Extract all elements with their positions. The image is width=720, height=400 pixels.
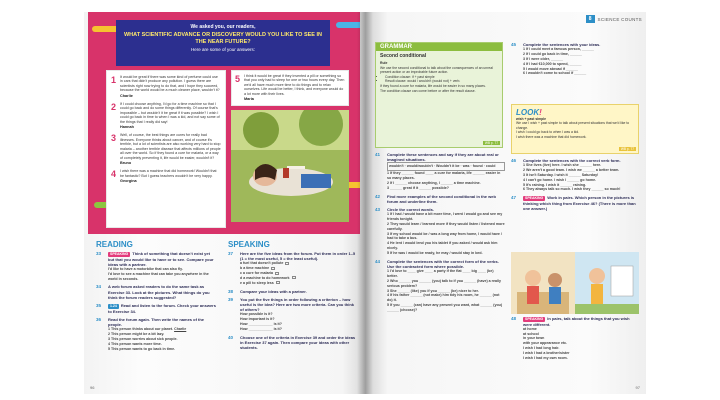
- exercise-number: 36: [96, 316, 102, 322]
- exercise-number: 37: [228, 251, 234, 256]
- exercise-text: Work in pairs. Which person in the pictures is thinking which thing from Exercise 46? (There is more than one answer.): [523, 195, 636, 211]
- right-page: [365, 12, 646, 394]
- question-text: WHAT SCIENTIFIC ADVANCE OR DISCOVERY WOULD YOU LIKE TO SEE IN THE NEAR FUTURE?: [123, 32, 322, 45]
- speaking-title: SPEAKING: [228, 240, 270, 249]
- choice-sentence: 2 They would learn / learned more if they would listen / listened more carefully.: [387, 221, 505, 231]
- post-text: It would be great if there was some kind of perfume could use in cars that didn't produce any pollution. I guess there are scientists right now trying to do that, and I hope they succeed, because the world would be a much cleaner place, wouldn't it?: [120, 75, 220, 93]
- ranking-label: e a pill to sleep less: [240, 280, 274, 285]
- exercise-number: 34: [96, 284, 102, 290]
- exercise-48: [511, 316, 639, 361]
- exercise-number: 38: [228, 288, 234, 294]
- gap-sentence: 6 They always talk so much. I wish they ______ so much!: [523, 187, 621, 192]
- ex45-column: [511, 42, 639, 79]
- grammar-heading: GRAMMAR: [376, 43, 502, 51]
- exercise-44: [375, 259, 505, 313]
- grammar-box: [375, 42, 503, 148]
- speaking-tag: SPEAKING: [525, 196, 544, 201]
- exercise-number: 39: [228, 296, 234, 302]
- page-number: 97: [635, 385, 640, 390]
- ex48-column: [511, 316, 639, 364]
- speaking-tag: SPEAKING: [525, 317, 544, 321]
- look-exclaim: !: [539, 108, 542, 117]
- gap-sentence: 5 It's raining. I wish it ______ raining.: [523, 182, 587, 187]
- example-line: I'd like to have a motorbike that can also fly.: [108, 266, 183, 271]
- rule-example: If they found a cure for malaria, life would be easier in so many places.: [380, 83, 486, 88]
- gap-sentence: 5 If you ______ (can) have any present you want, what ______ (you) ______ (choose)?: [387, 303, 503, 312]
- exercise-text: A web forum asked readers to do the same task as Exercise 33. Look at the pictures. What things do you think the forum readers suggested?: [108, 284, 210, 300]
- post-author: Hannah: [120, 125, 134, 130]
- unit-number: 8: [586, 15, 595, 23]
- answer-label: 1 This person thinks about our planet.: [108, 327, 174, 332]
- exercise-43: [375, 207, 505, 256]
- look-explanation: We use I wish + past simple to talk about present situations that we'd like to change.: [516, 121, 630, 130]
- ranking-box[interactable]: [292, 276, 296, 279]
- post-text: I think it would be great if they invented a pill or something so that you only had to sleep for one or two hours every day. Then we'd all have much more time to do things and to relax ourselves. Life would be better, I think, and everyone would do a lot more with their lives.: [244, 74, 345, 96]
- forum-post: [235, 74, 345, 101]
- gap-sentence: 2 If I could go back in time, ______: [523, 52, 582, 57]
- prompt-item: I wish I had a brother/sister: [523, 350, 570, 355]
- exercise-text: Complete these sentences and say if they are about real or imagined situations.: [387, 152, 499, 163]
- look-example: I wish there was a machine that did homework.: [516, 134, 587, 139]
- post-number: 2: [111, 101, 117, 112]
- workbook-reference: WB p. 77: [484, 141, 498, 145]
- running-head: [586, 15, 642, 23]
- exercise-45: [511, 42, 639, 76]
- prompt-item: I wish I had my own room.: [523, 355, 568, 360]
- grammar-exercises: [375, 152, 505, 316]
- reading-title: READING: [96, 240, 133, 249]
- post-number: 4: [111, 169, 117, 180]
- ranking-box[interactable]: [285, 262, 289, 265]
- forum-post-panel: [231, 70, 349, 106]
- ex46-column: [511, 158, 639, 214]
- exercise-35: [96, 303, 216, 314]
- left-page: [84, 12, 365, 394]
- exercise-41: [375, 152, 505, 191]
- ranking-box[interactable]: [275, 272, 279, 275]
- post-author: Bruno: [120, 161, 132, 166]
- look-title: [516, 108, 634, 117]
- rule-label: Rule: [380, 61, 388, 65]
- rule-item: • Result clause: would / wouldn't (would not) + verb.: [385, 79, 498, 84]
- post-number: 3: [111, 133, 117, 144]
- ranking-label: c a cure for malaria: [240, 271, 273, 276]
- ranking-label: b a time machine: [240, 266, 270, 271]
- kids-illustration: [511, 252, 639, 314]
- post-author: Georgina: [120, 179, 137, 184]
- prompt-item: I wish I had long hair.: [523, 346, 560, 351]
- post-number: 5: [235, 74, 241, 84]
- exercise-text: Complete the sentences with the correct form of the verbs. Use the contracted form where possible.: [387, 258, 499, 269]
- forum-question: [116, 20, 330, 66]
- prompt-item: in your town: [523, 336, 545, 341]
- exercise-number: 42: [375, 193, 381, 199]
- prompt-item: at home: [523, 326, 537, 331]
- look-rule: wish + past simple: [516, 117, 547, 121]
- exercise-text: Find more examples of the second conditional in the web forum and underline them.: [387, 193, 496, 204]
- ranking-label: d a machine to do homework: [240, 275, 290, 280]
- criteria-item: How ____________ is it?: [240, 326, 282, 331]
- ranking-item: [240, 281, 356, 286]
- choice-sentence: 1 If I had / would have a bit more time, I went / would go and see my friends tonight.: [387, 212, 503, 221]
- exercise-number: 43: [375, 206, 381, 212]
- ranking-box[interactable]: [276, 281, 280, 284]
- look-body: [516, 117, 634, 139]
- exercise-number: 47: [511, 195, 517, 201]
- ranking-box[interactable]: [271, 267, 275, 270]
- page-number: 96: [90, 385, 95, 390]
- book-spine: [357, 12, 373, 394]
- gap-sentence: 2 If I ______ choose anything, I ______ a time machine.: [387, 180, 481, 185]
- answer-line: 2 This person might be a bit lazy.: [108, 331, 165, 336]
- choice-sentence: 3 If my school would be / was a long way from home, I would have / had to take a bus.: [387, 231, 502, 241]
- gap-sentence: 4 If I had €10,000 to spend, ______: [523, 61, 582, 66]
- rule-note: The condition clause can come before or after the result clause.: [380, 88, 476, 93]
- ranking-label: a fuel that doesn't pollute: [240, 261, 284, 266]
- answer-line: 5 This person wants to go back in time.: [108, 346, 176, 351]
- forum-post: [111, 75, 221, 98]
- exercise-text: Complete the sentences with your ideas.: [523, 42, 601, 47]
- gap-sentence: 3 ______ great if it ______ possible?: [387, 185, 449, 190]
- exercise-text: Compare your ideas with a partner.: [240, 288, 307, 294]
- post-number: 1: [111, 75, 117, 85]
- textbook-spread: [84, 8, 646, 396]
- exercise-number: 44: [375, 258, 381, 264]
- forum-posts-panel: [106, 70, 226, 228]
- look-box: [511, 104, 639, 154]
- sleeping-girl-photo: [231, 110, 349, 222]
- exercise-number: 45: [511, 42, 517, 47]
- exercise-37: [228, 251, 356, 286]
- gap-sentence: 4 If his father ______ (not make) him tidy his room, he ______ (not do) it.: [387, 293, 500, 303]
- speaking-section: [228, 240, 356, 353]
- gap-sentence: 3 She ______ (like) you if you ______ (be) nicer to her.: [387, 288, 479, 293]
- exercise-39: [228, 297, 356, 332]
- exercise-42: [375, 194, 505, 204]
- post-text: If I could choose anything, I'd go for a time machine so that I could go back and do some things differently. Of course that's impossible – but wouldn't it be great if it was possible? I wish I could go back in time to when I was a kid, and not say some of the things that I really did say!: [120, 101, 220, 124]
- exercise-number: 35: [96, 303, 102, 309]
- choice-sentence: 4 He lent / would lend you his tablet if you asked / would ask him nicely.: [387, 241, 498, 251]
- exercise-text: Think of something that doesn't exist yet but that you would like to have or to see. Compare your ideas with a partner.: [108, 251, 214, 267]
- forum-post: [111, 133, 221, 165]
- criteria-item: How possible is it?: [240, 312, 273, 317]
- exercise-text: Circle the correct words.: [387, 206, 434, 212]
- forum-post: [111, 169, 221, 183]
- grammar-body: [376, 61, 502, 93]
- gap-sentence: 4 I can't go home. I wish I ______ go home.: [523, 177, 597, 182]
- gap-sentence: 6 I wouldn't come to school if ______: [523, 71, 587, 76]
- workbook-reference: WB p. 77: [620, 147, 634, 151]
- exercise-34: [96, 284, 216, 300]
- criteria-item: How important is it?: [240, 317, 275, 322]
- exercise-text: You put the five things in order following a criterion – how useful is the idea? Here are two more criteria. Can you think of others?: [240, 296, 355, 313]
- criteria-item: How ____________ is it?: [240, 322, 282, 327]
- gap-sentence: 1 She lives (live) here. I wish she ______ here.: [523, 163, 602, 168]
- exercise-text: Complete the sentences with the correct verb form.: [523, 158, 621, 163]
- exercise-number: 40: [228, 334, 234, 340]
- gap-sentence: 2 We aren't a good team. I wish we ______ a better team.: [523, 168, 620, 173]
- gap-sentence: 1 If they ______ found ____ a cure for malaria, life ______ easier in so many places.: [387, 171, 501, 181]
- exercise-40: [228, 335, 356, 351]
- gap-sentence: 5 I would move abroad if ______: [523, 66, 578, 71]
- exercise-46: [511, 158, 639, 192]
- reading-section: [96, 240, 216, 354]
- exercise-text: In pairs, talk about the things that you wish were different.: [523, 316, 630, 327]
- unit-title: SCIENCE COUNTS: [597, 16, 642, 22]
- rule-text: We use the second conditional to talk about the consequences of an unreal present action or an improbable future action.: [380, 65, 493, 75]
- exercise-33: [96, 251, 216, 281]
- exercise-number: 33: [96, 251, 102, 256]
- exercise-number: 41: [375, 152, 381, 157]
- prompt-item: with your appearance etc.: [523, 341, 568, 346]
- exercise-number: 48: [511, 316, 517, 321]
- grammar-subheading: Second conditional: [380, 53, 427, 59]
- question-intro: We asked you, our readers,: [190, 24, 256, 30]
- exercise-text: Choose one of the criteria in Exercise 39 and order the ideas in Exercise 37 again. Then compare your ideas with other students.: [240, 334, 356, 351]
- gap-sentence: 1 I'd love to ____ give ____ a party if the flat ____ big ____ (be) better.: [387, 269, 494, 278]
- gap-sentence: 1 If I could meet a famous person, ______: [523, 47, 594, 52]
- question-tail: Here are some of your answers:: [190, 47, 256, 53]
- forum-post: [111, 102, 221, 129]
- look-example: I wish I could go back to when I was a kid.: [516, 130, 580, 135]
- exercise-number: 46: [511, 158, 517, 163]
- audio-track-tag[interactable]: 1.24: [110, 304, 117, 309]
- exercise-text: Read and listen to the forum. Check your answers to Exercise 34.: [108, 303, 216, 314]
- post-author: Charlie: [120, 93, 133, 98]
- gap-sentence: 3 It isn't Saturday. I wish it ______ Saturday!: [523, 172, 599, 177]
- post-author: Maria: [244, 97, 254, 102]
- exercise-38: [228, 289, 356, 294]
- post-text: I wish there was a machine that did homework! Wouldn't that be fantastic? But I guess teachers wouldn't be very happy.: [120, 169, 217, 178]
- choice-sentence: 5 If he was / would be ready, he may / would stay in bed.: [387, 250, 483, 255]
- answer-line: 4 This person wants more time.: [108, 341, 162, 346]
- forum-banner: [88, 12, 360, 234]
- gap-sentence: 3 If I were older, ______: [523, 56, 563, 61]
- word-box: wouldn't · would/wouldn't · Wouldn't it be · was · found · could: [387, 162, 505, 171]
- prompt-item: at school: [523, 331, 539, 336]
- answer-line: 3 This person worries about sick people.: [108, 336, 178, 341]
- example-line: I'd love to see a machine that can take you anywhere in the world in seconds.: [108, 271, 209, 281]
- exercise-36: [96, 317, 216, 352]
- speaking-tag: SPEAKING: [110, 252, 129, 256]
- look-word: LOOK: [516, 108, 540, 117]
- post-text: Well, of course, the best things are cures for really bad illnesses. Everyone thinks about cancer, and of course it's terrible, but a lot of scientists are also working very hard to stop malaria – another terrible disease that affects millions of people all over the world. So if they found a cure for malaria, or a way of completely preventing it, life would be easier, wouldn't it?: [120, 133, 221, 160]
- answer-value: Charlie: [174, 327, 187, 332]
- gap-sentence: 2 Who ______ you ______ (you) talk to if you ______ (have) a really serious problem?: [387, 278, 502, 288]
- exercise-text: Read the forum again. Then write the names of the people.: [108, 316, 205, 327]
- rule-item: • Condition clause: if + past simple: [385, 75, 498, 80]
- exercise-text: Here are the five ideas from the forum. Put them in order 1–5 (1 = the most useful, 5 = the least useful).: [240, 251, 356, 262]
- exercise-47: [511, 195, 639, 211]
